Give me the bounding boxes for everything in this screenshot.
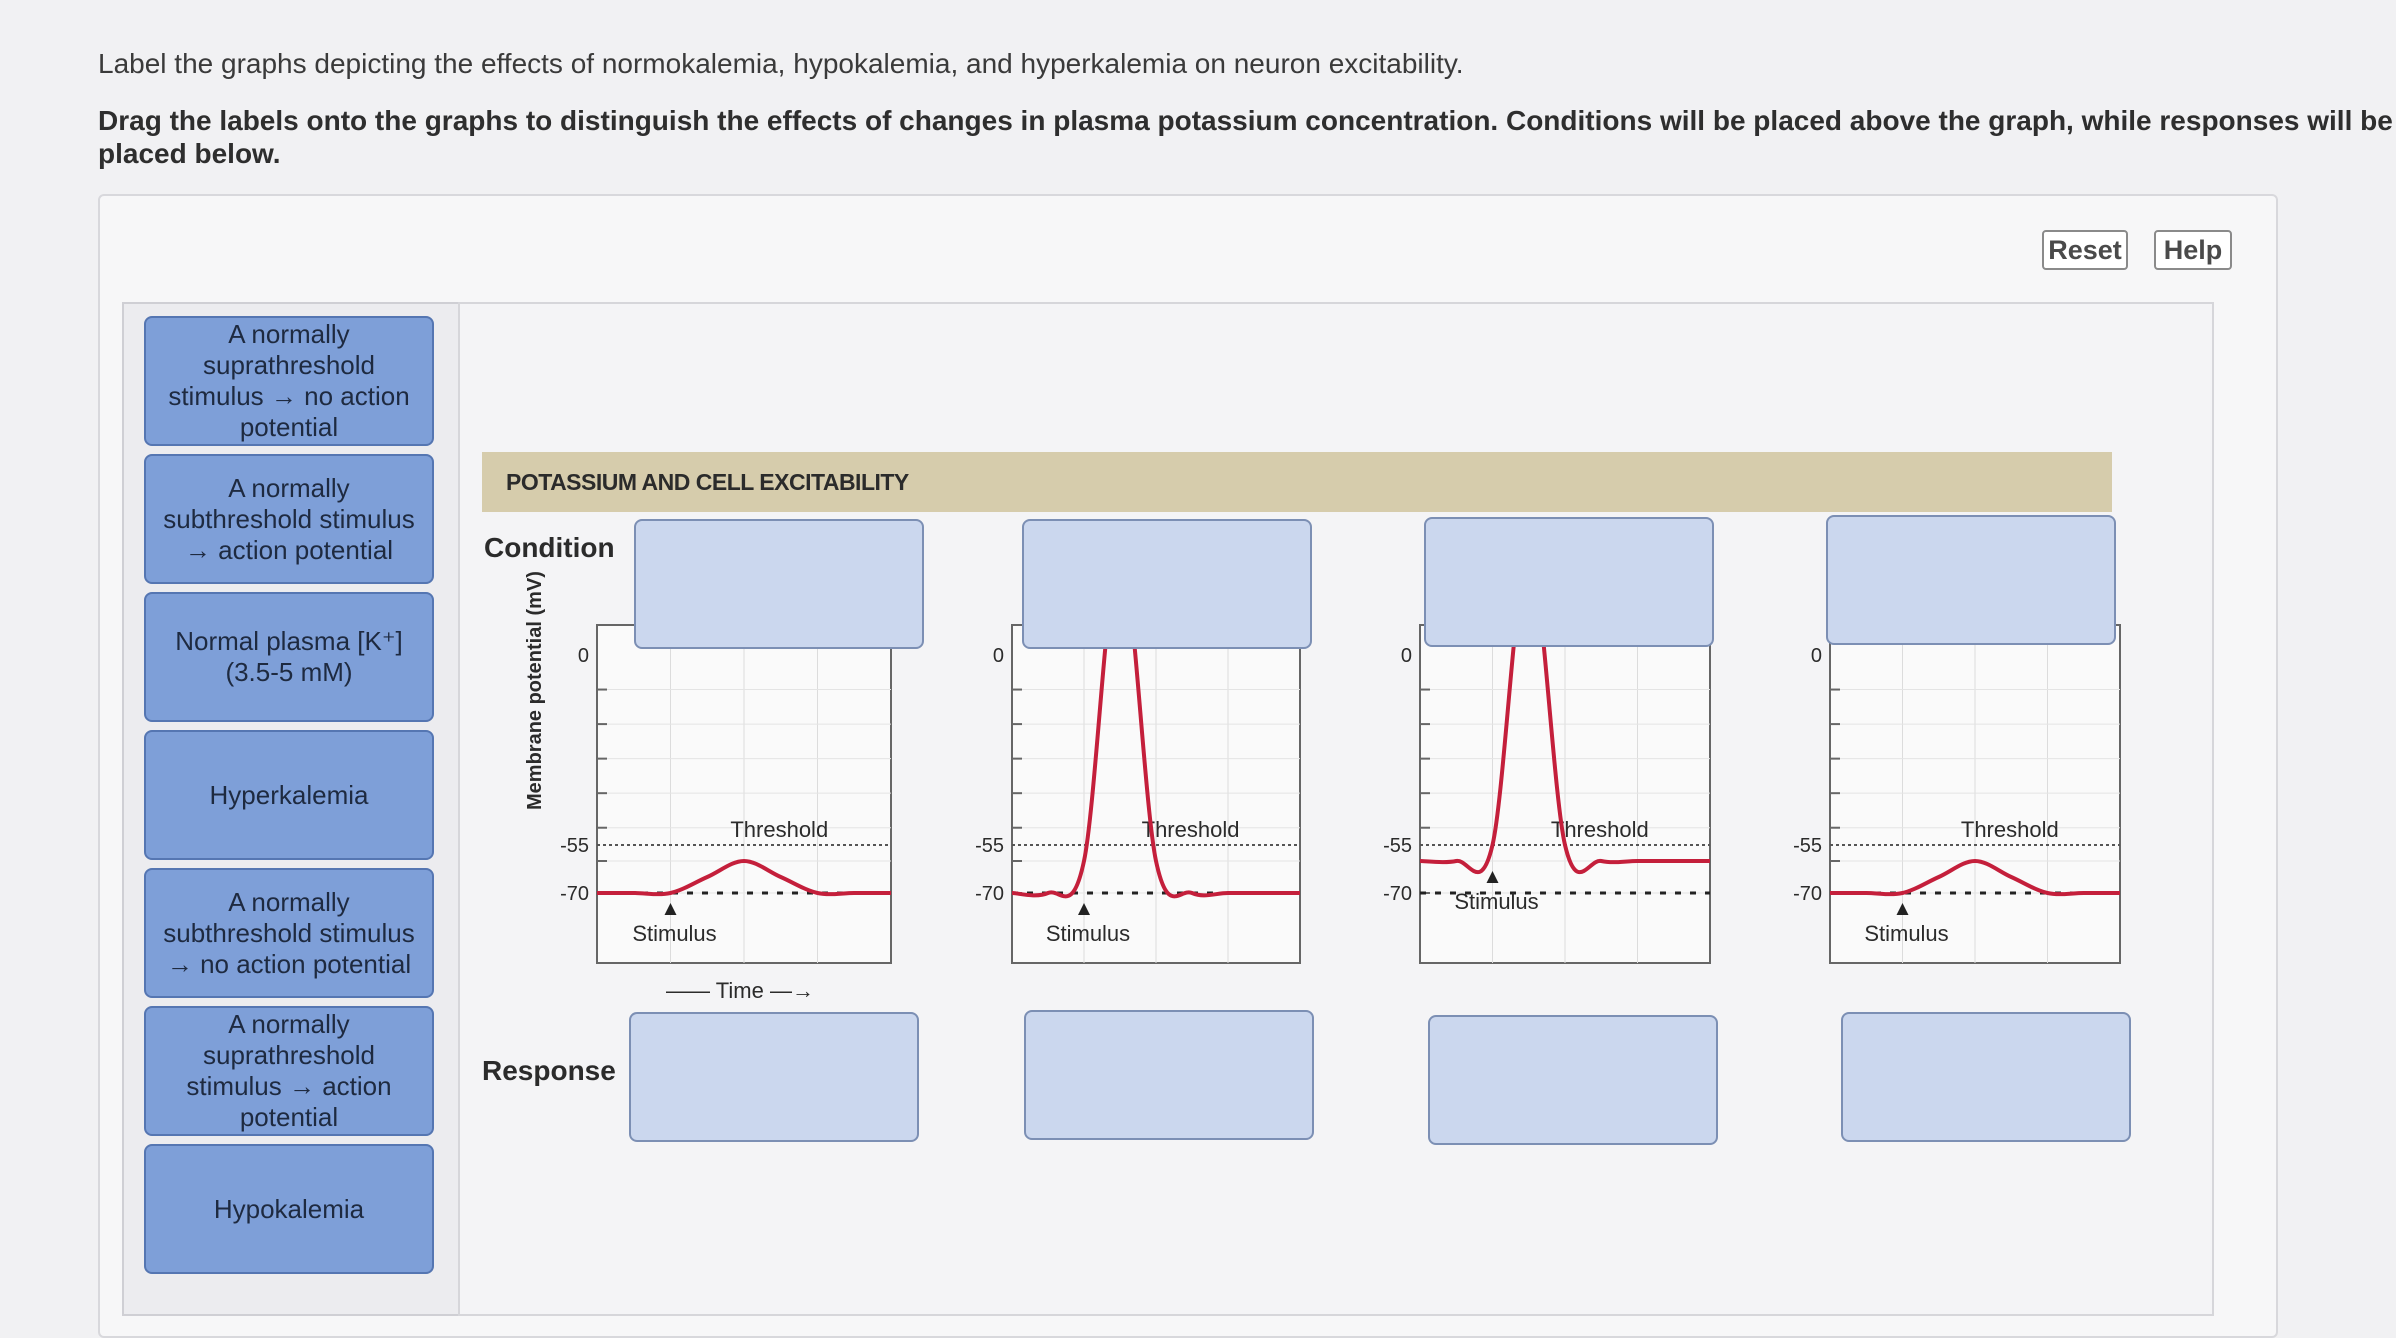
label-subthreshold-ap[interactable]: A normally subthreshold stimulus → action potential [144, 454, 434, 584]
reset-button[interactable]: Reset [2042, 230, 2128, 270]
tick-label-minus70: -70 [1793, 883, 1822, 905]
condition-drop-target-2[interactable] [1022, 519, 1312, 649]
condition-drop-target-3[interactable] [1424, 517, 1714, 647]
tick-label-minus70: -70 [975, 883, 1004, 905]
figure-title: POTASSIUM AND CELL EXCITABILITY [482, 452, 2112, 512]
y-axis-label: Membrane potential (mV) [524, 571, 546, 810]
tick-label-minus70: -70 [1383, 883, 1412, 905]
drag-instructions: Drag the labels onto the graphs to distinguish the effects of changes in plasma potassium concentration. Conditions will be placed above the graph, while responses will be placed below. [98, 105, 2393, 169]
tick-label-minus55: -55 [1793, 835, 1822, 857]
label-hypokalemia[interactable]: Hypokalemia [144, 1144, 434, 1274]
tick-label-minus55: -55 [560, 835, 589, 857]
help-button[interactable]: Help [2154, 230, 2232, 270]
tick-label-0: 0 [577, 645, 589, 667]
response-drop-target-3[interactable] [1428, 1015, 1718, 1145]
label-suprathreshold-ap[interactable]: A normally suprathreshold stimulus → action potential [144, 1006, 434, 1136]
condition-row-label: Condition [484, 532, 615, 563]
label-subthreshold-no-ap[interactable]: A normally subthreshold stimulus → no action potential [144, 868, 434, 998]
tick-label-minus55: -55 [1383, 835, 1412, 857]
graph-1 [560, 625, 891, 963]
tick-label-0: 0 [1810, 645, 1822, 667]
tick-label-0: 0 [1400, 645, 1412, 667]
condition-drop-target-1[interactable] [634, 519, 924, 649]
label-normal-plasma-k[interactable]: Normal plasma [K⁺] (3.5-5 mM) [144, 592, 434, 722]
stimulus-label: Stimulus [1864, 921, 1949, 946]
threshold-label: Threshold [1141, 817, 1240, 842]
graph-4 [1793, 625, 2120, 963]
stimulus-label: Stimulus [632, 921, 717, 946]
stimulus-label: Stimulus [1454, 889, 1539, 914]
response-drop-target-2[interactable] [1024, 1010, 1314, 1140]
question-text: Label the graphs depicting the effects of normokalemia, hypokalemia, and hyperkalemia on neuron excitability. [98, 48, 1464, 79]
condition-drop-target-4[interactable] [1826, 515, 2116, 645]
threshold-label: Threshold [1550, 817, 1649, 842]
stimulus-label: Stimulus [1045, 921, 1131, 946]
threshold-label: Threshold [730, 817, 829, 842]
tick-label-minus55: -55 [975, 835, 1004, 857]
tick-label-0: 0 [992, 645, 1004, 667]
threshold-label: Threshold [1960, 817, 2059, 842]
response-drop-target-4[interactable] [1841, 1012, 2131, 1142]
tick-label-minus70: -70 [560, 883, 589, 905]
response-row-label: Response [482, 1055, 616, 1086]
x-axis-label: —— Time —→ [666, 978, 814, 1003]
label-suprathreshold-no-ap[interactable]: A normally suprathreshold stimulus → no action potential [144, 316, 434, 446]
response-drop-target-1[interactable] [629, 1012, 919, 1142]
label-hyperkalemia[interactable]: Hyperkalemia [144, 730, 434, 860]
